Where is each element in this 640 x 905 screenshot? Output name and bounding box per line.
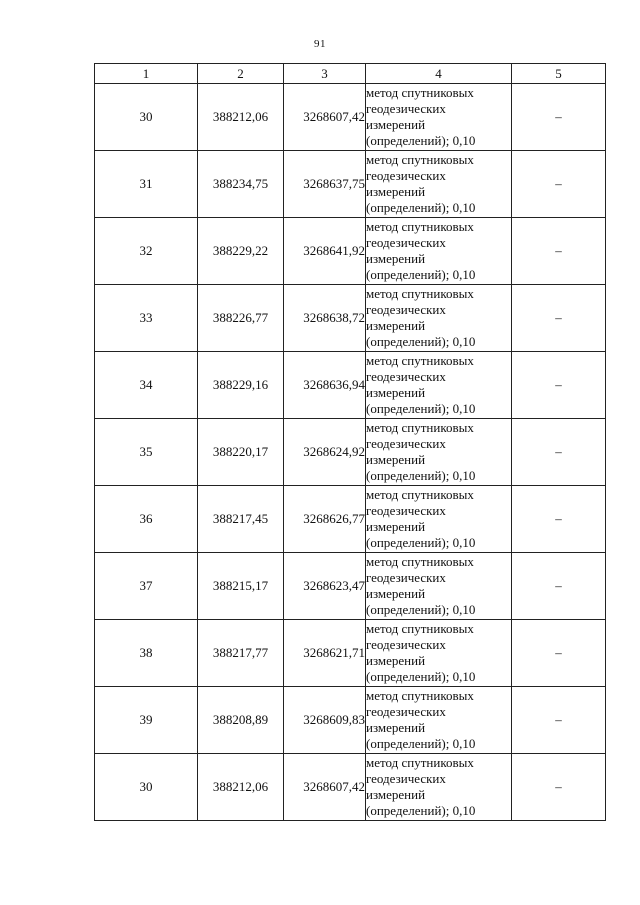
y-coordinate-cell: 3268638,72 [284,285,366,352]
x-coordinate-cell: 388215,17 [198,553,284,620]
method-text-line: измерений [366,385,426,400]
method-text-line: (определений); 0,10 [366,602,476,617]
table-row [95,754,606,821]
y-coordinate-cell: 3268607,42 [284,84,366,151]
method-text-line: геодезических [366,168,446,183]
method-text-line: (определений); 0,10 [366,334,476,349]
note-cell: – [512,285,606,352]
method-text-line: метод спутниковых [366,420,474,435]
table-body [95,84,606,821]
note-cell: – [512,687,606,754]
method-cell [366,620,512,687]
point-number-cell: 30 [95,84,198,151]
y-coordinate-cell: 3268621,71 [284,620,366,687]
method-text-line: измерений [366,452,426,467]
x-coordinate-cell: 388208,89 [198,687,284,754]
table-row [95,151,606,218]
method-text-line: метод спутниковых [366,487,474,502]
method-text-line: геодезических [366,436,446,451]
table-header-row [95,64,606,84]
method-text-line: геодезических [366,101,446,116]
method-text-line: измерений [366,184,426,199]
point-number-cell: 38 [95,620,198,687]
method-text-line: (определений); 0,10 [366,267,476,282]
point-number-cell: 30 [95,754,198,821]
method-text-line: измерений [366,787,426,802]
column-header: 2 [198,64,284,84]
method-text-line: метод спутниковых [366,85,474,100]
method-text-line: измерений [366,117,426,132]
method-cell [366,352,512,419]
note-cell: – [512,84,606,151]
method-cell [366,486,512,553]
method-text-line: (определений); 0,10 [366,535,476,550]
y-coordinate-cell: 3268641,92 [284,218,366,285]
table-row [95,553,606,620]
method-text-line: (определений); 0,10 [366,803,476,818]
note-cell: – [512,486,606,553]
method-cell [366,419,512,486]
method-text-line: геодезических [366,637,446,652]
x-coordinate-cell: 388226,77 [198,285,284,352]
table-row [95,486,606,553]
point-number-cell: 32 [95,218,198,285]
x-coordinate-cell: 388217,45 [198,486,284,553]
y-coordinate-cell: 3268623,47 [284,553,366,620]
method-cell [366,687,512,754]
method-text-line: метод спутниковых [366,286,474,301]
method-text-line: геодезических [366,235,446,250]
y-coordinate-cell: 3268636,94 [284,352,366,419]
method-text-line: геодезических [366,704,446,719]
y-coordinate-cell: 3268624,92 [284,419,366,486]
table-row [95,620,606,687]
method-text-line: метод спутниковых [366,219,474,234]
method-text-line: геодезических [366,302,446,317]
note-cell: – [512,620,606,687]
note-cell: – [512,352,606,419]
note-cell: – [512,218,606,285]
method-text-line: измерений [366,653,426,668]
column-header: 1 [95,64,198,84]
method-text-line: метод спутниковых [366,755,474,770]
x-coordinate-cell: 388212,06 [198,84,284,151]
x-coordinate-cell: 388229,16 [198,352,284,419]
method-text-line: (определений); 0,10 [366,736,476,751]
method-cell [366,754,512,821]
method-text-line: геодезических [366,771,446,786]
note-cell: – [512,754,606,821]
y-coordinate-cell: 3268609,83 [284,687,366,754]
y-coordinate-cell: 3268637,75 [284,151,366,218]
method-text-line: геодезических [366,570,446,585]
method-text-line: измерений [366,251,426,266]
x-coordinate-cell: 388229,22 [198,218,284,285]
method-text-line: измерений [366,720,426,735]
method-text-line: (определений); 0,10 [366,669,476,684]
point-number-cell: 37 [95,553,198,620]
method-cell [366,285,512,352]
coordinates-table [94,63,606,821]
table-row [95,285,606,352]
note-cell: – [512,151,606,218]
table-row [95,218,606,285]
point-number-cell: 39 [95,687,198,754]
method-cell [366,84,512,151]
x-coordinate-cell: 388220,17 [198,419,284,486]
y-coordinate-cell: 3268607,42 [284,754,366,821]
point-number-cell: 35 [95,419,198,486]
method-text-line: (определений); 0,10 [366,401,476,416]
point-number-cell: 36 [95,486,198,553]
column-header: 5 [512,64,606,84]
method-text-line: измерений [366,519,426,534]
note-cell: – [512,419,606,486]
x-coordinate-cell: 388234,75 [198,151,284,218]
method-text-line: метод спутниковых [366,152,474,167]
table-row [95,687,606,754]
y-coordinate-cell: 3268626,77 [284,486,366,553]
method-cell [366,218,512,285]
method-text-line: метод спутниковых [366,621,474,636]
x-coordinate-cell: 388217,77 [198,620,284,687]
column-header: 3 [284,64,366,84]
method-text-line: метод спутниковых [366,554,474,569]
point-number-cell: 31 [95,151,198,218]
table-row [95,352,606,419]
method-text-line: (определений); 0,10 [366,133,476,148]
method-text-line: (определений); 0,10 [366,200,476,215]
method-cell [366,151,512,218]
point-number-cell: 33 [95,285,198,352]
column-header: 4 [366,64,512,84]
method-text-line: метод спутниковых [366,688,474,703]
page-number: 91 [314,38,326,50]
method-text-line: (определений); 0,10 [366,468,476,483]
method-text-line: измерений [366,318,426,333]
point-number-cell: 34 [95,352,198,419]
table-row [95,84,606,151]
method-text-line: геодезических [366,503,446,518]
method-cell [366,553,512,620]
note-cell: – [512,553,606,620]
x-coordinate-cell: 388212,06 [198,754,284,821]
method-text-line: измерений [366,586,426,601]
table-row [95,419,606,486]
method-text-line: метод спутниковых [366,353,474,368]
method-text-line: геодезических [366,369,446,384]
